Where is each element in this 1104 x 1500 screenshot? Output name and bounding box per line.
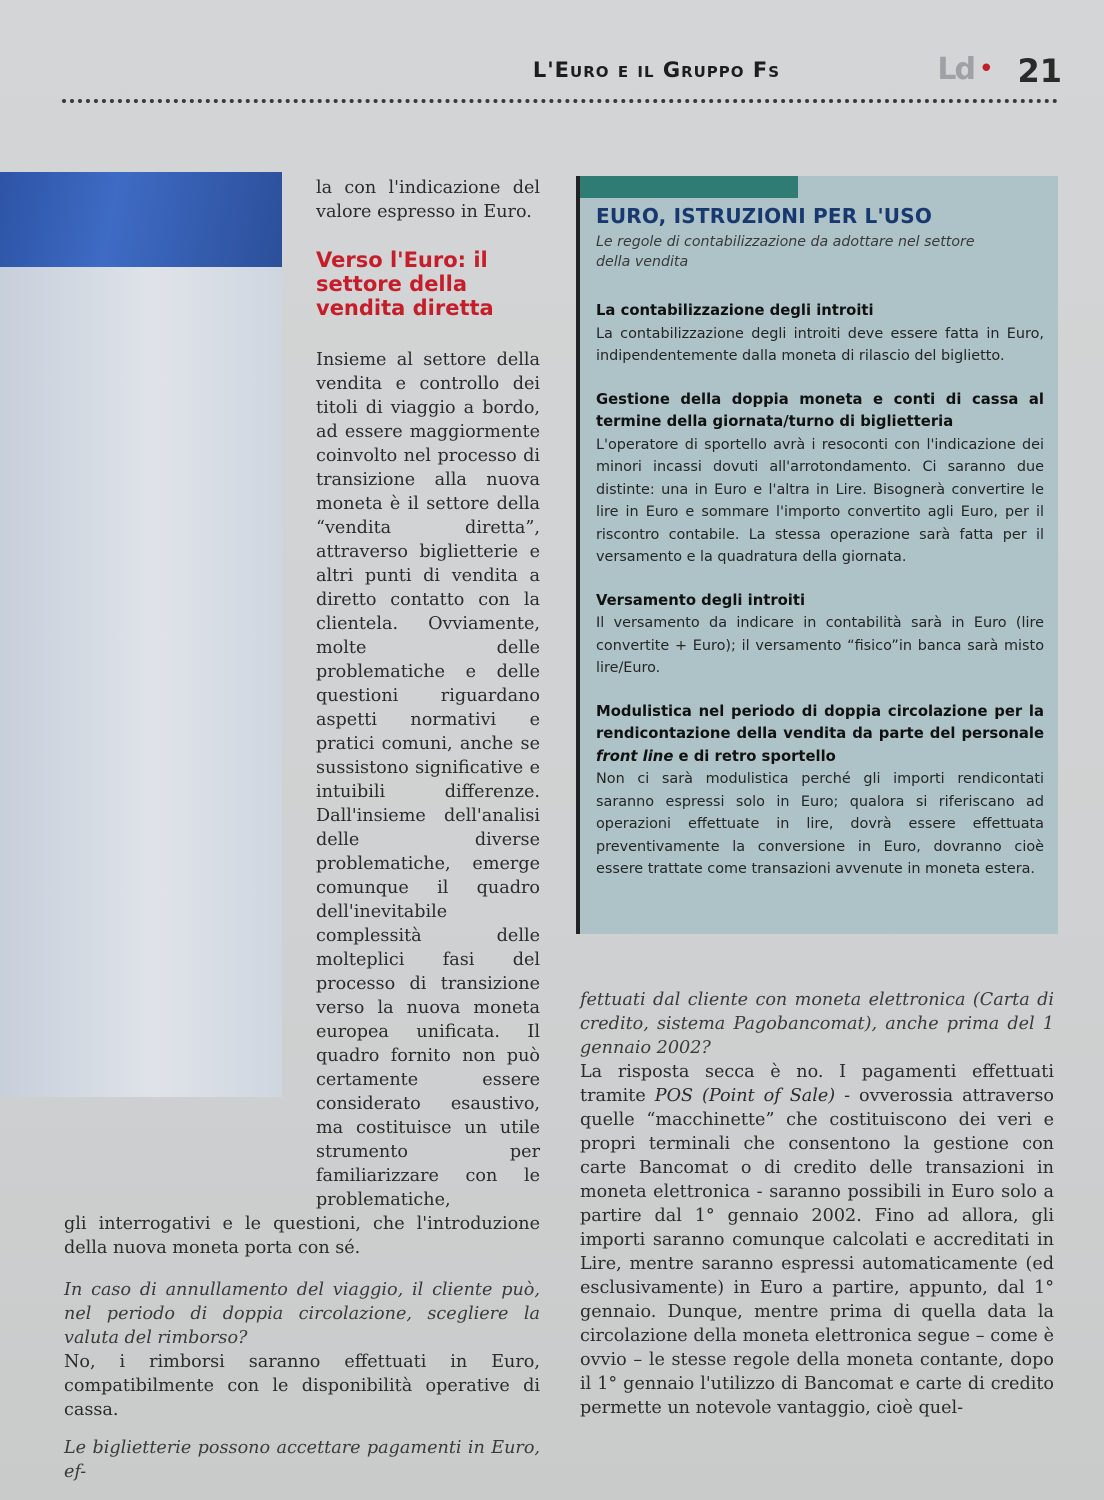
box-section-text: Il versamento da indicare in contabilità sarà in Euro (lire convertite + Euro); il versamento “fisico”in banca sarà misto lire/Euro. — [596, 615, 1044, 676]
question-2-end: fettuati dal cliente con moneta elettronica (Carta di credito, sistema Pagobancomat), anche prima del 1 gennaio 2002? — [580, 990, 1054, 1058]
box-tab — [580, 176, 798, 198]
left-column — [64, 176, 540, 1484]
info-box — [576, 176, 1058, 934]
answer-2-part-b: - ovverossia attraverso quelle “macchinette” che costituiscono dei veri e propri terminali che consentono la gestione con carte Bancomat o di credito delle transazioni in moneta elettronica - saranno possibili in Euro solo a partire dal 1° gennaio 2002. Fino ad allora, gli importi saranno comunque calcolati e accreditati in Lire, mentre saranno espressi automaticamente (ed esclusivamente) in Euro a partire, appunto, dal 1° gennaio. Dunque, mentre prima di quella data la circolazione della moneta elettronica segue – come è ovvio – le stesse regole della moneta contante, dopo il 1° gennaio l'utilizzo di Bancomat e carte di credito permette un notevole vantaggio, cioè quel- — [580, 1086, 1055, 1418]
page-number: 21 — [1017, 52, 1062, 90]
box-section-text: L'operatore di sportello avrà i resoconti con l'indicazione dei minori incassi dovuti all'arrotondamento. Ci saranno due distinte: una in Euro e l'altra in Lire. Bisognerà convertire le lire in Euro e sommare l'importo convertito agli Euro, per il riscontro contabile. La stessa operazione sarà fatta per il versamento e la quadratura della giornata. — [596, 436, 1044, 565]
heading-part-a: Modulistica nel periodo di doppia circolazione per la rendicontazione della vendita da parte del personale — [596, 702, 1044, 742]
red-bullet-icon: • — [978, 54, 994, 84]
running-title: L'Euro e il Gruppo Fs — [532, 58, 780, 82]
box-section — [596, 389, 1044, 569]
box-section-heading — [596, 701, 1044, 769]
box-subtitle: Le regole di contabilizzazione da adottare nel settore della vendita — [596, 234, 975, 270]
question-2-start: Le biglietterie possono accettare pagamenti in Euro, ef- — [64, 1438, 540, 1482]
header-dotted-rule — [62, 99, 1058, 103]
box-section — [596, 300, 1044, 368]
heading-italic: front line — [596, 747, 674, 765]
magazine-logo: Ld — [937, 52, 974, 87]
answer-2-part-a: La risposta secca è no. I pagamenti effettuati tramite — [580, 1062, 1054, 1106]
box-section — [596, 590, 1044, 680]
right-column — [580, 988, 1054, 1420]
section-subhead: Verso l'Euro: il settore della vendita diretta — [316, 248, 494, 320]
box-section — [596, 701, 1044, 881]
answer-1: No, i rimborsi saranno effettuati in Euro, compatibilmente con le disponibilità operative di cassa. — [64, 1352, 540, 1420]
question-1: In caso di annullamento del viaggio, il cliente può, nel periodo di doppia circolazione, scegliere la valuta del rimborso? — [64, 1280, 540, 1348]
box-section-heading: La contabilizzazione degli introiti — [596, 302, 874, 319]
box-section-heading: Versamento degli introiti — [596, 591, 806, 609]
paragraph-wide: gli interrogativi e le questioni, che l'introduzione della nuova moneta porta con sé. — [64, 1214, 540, 1258]
box-sections — [596, 300, 1044, 902]
box-section-heading: Gestione della doppia moneta e conti di cassa al termine della giornata/turno di biglietteria — [596, 390, 1044, 430]
answer-2 — [580, 1060, 1054, 1420]
heading-part-b: e di retro sportello — [678, 747, 836, 765]
box-title: EURO, ISTRUZIONI PER L'USO — [596, 204, 933, 228]
box-section-text: La contabilizzazione degli introiti deve essere fatta in Euro, indipendentemente dalla moneta di rilascio del biglietto. — [596, 325, 1044, 364]
box-section-text: Non ci sarà modulistica perché gli importi rendicontati saranno espressi solo in Euro; qualora si riferiscano ad operazioni effettuate in lire, dovrà essere effettuata preventivamente la conversione in Euro, dovranno cioè essere trattate come transazioni avvenute in moneta estera. — [596, 771, 1044, 877]
intro-text: la con l'indicazione del valore espresso in Euro. — [316, 178, 540, 222]
pos-term: POS (Point of Sale) — [654, 1086, 836, 1106]
paragraph-narrow: Insieme al settore della vendita e controllo dei titoli di viaggio a bordo, ad essere maggiormente coinvolto nel processo di transizione alla nuova moneta è il settore della “vendita diretta”, attraverso biglietterie e altri punti di vendita a diretto contatto con la clientela. Ovviamente, molte delle problematiche e delle questioni riguardano aspetti normativi e pratici comuni, anche se sussistono significative e intuibili differenze. Dall'insieme dell'analisi delle diverse problematiche, emerge comunque il quadro dell'inevitabile complessità delle molteplici fasi del processo di transizione verso la nuova moneta europea unificata. Il quadro fornito non può certamente essere considerato esaustivo, ma costituisce un utile strumento per familiarizzare con le problematiche, — [316, 350, 540, 1210]
running-header — [0, 52, 1062, 96]
